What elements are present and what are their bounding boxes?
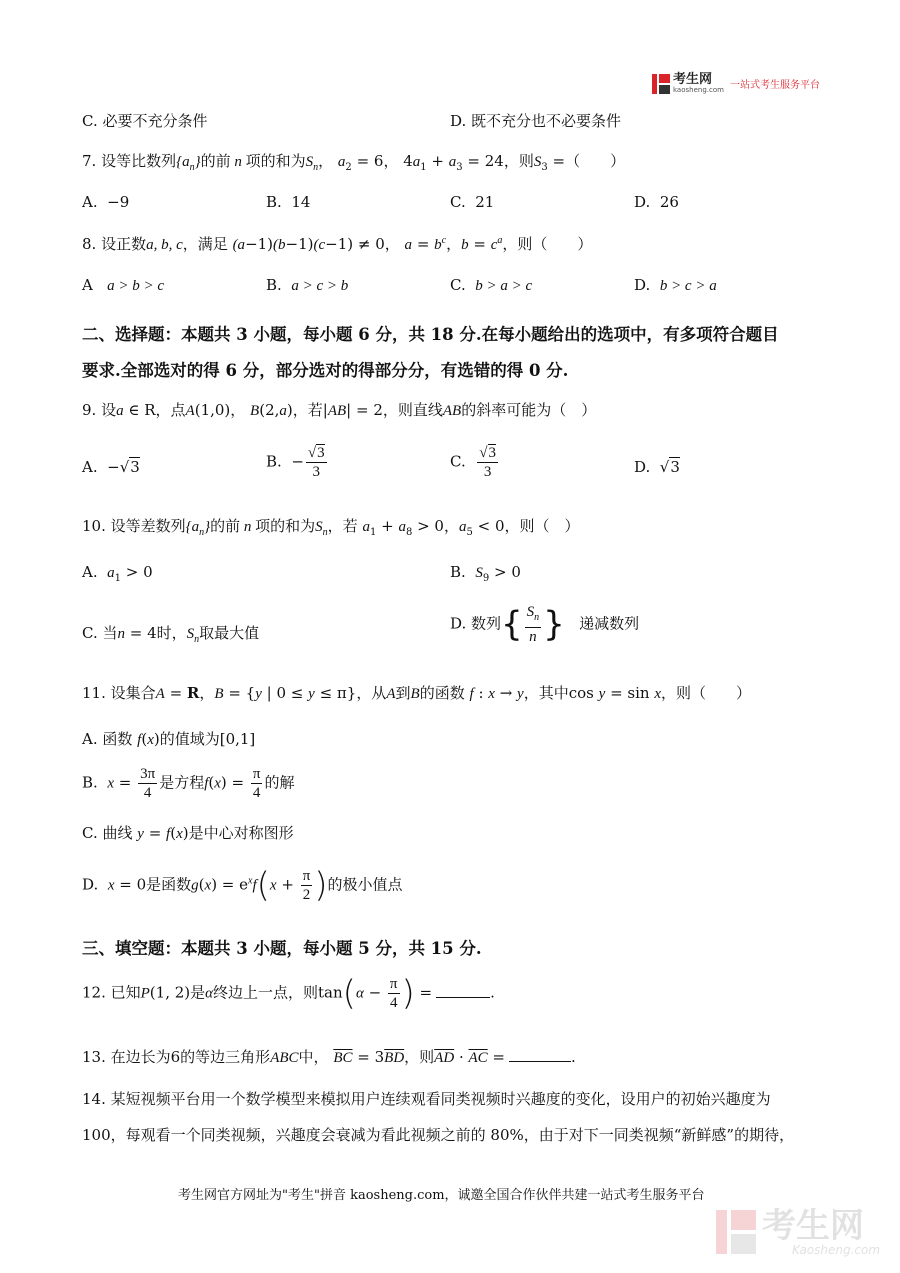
q10-option-b[interactable]: B. $S_9 > 0$ [450, 563, 521, 584]
section2-heading-line1: 二、选择题：本题共 3 小题，每小题 6 分，共 18 分.在每小题给出的选项中，有多项符合题目 [82, 325, 779, 344]
kaosheng-logo-icon [652, 74, 670, 94]
section3-heading: 三、填空题：本题共 3 小题，每小题 5 分，共 15 分. [82, 939, 482, 958]
q9-option-a[interactable]: A. −√3 [82, 458, 140, 476]
q11-stem: 11. 设集合A = R，B = {y | 0 ≤ y ≤ π}，从A到B的函数 f : x → y，其中cos y = sin x，则（ ） [82, 684, 752, 702]
q10-option-a[interactable]: A. $a_1 > 0$ [82, 563, 153, 584]
q10-stem: 10. 设等差数列$\{a_n\}$的前 n 项的和为$S_n$，若 $a_1 + a_8 > 0$，$a_5 < 0$，则（ ） [82, 517, 580, 538]
q12-answer-blank[interactable] [436, 985, 490, 998]
q7-stem: 7. 设等比数列$\{a_n\}$的前 n 项的和为$S_n$， $a_2 = 6$， $4a_1 + a_3 = 24$，则$S_3$ =（ ） [82, 152, 626, 173]
q8-option-b[interactable]: B. a > c > b [266, 276, 349, 294]
q14-line1: 14. 某短视频平台用一个数学模型来模拟用户连续观看同类视频时兴趣度的变化，设用户的初始兴趣度为 [82, 1090, 771, 1108]
watermark-name: 考生网 [762, 1206, 864, 1246]
q13-stem: 13. 在边长为6的等边三角形ABC中， $\overline{BC} = 3\overline{BD}$，则$\overline{AD} \cdot \overline{AC}$ = . [82, 1048, 576, 1066]
q11-option-c[interactable]: C. 曲线 y = f(x)是中心对称图形 [82, 824, 294, 842]
q7-option-d[interactable]: D. 26 [634, 193, 679, 211]
q9-stem: 9. 设a ∈ R，点A(1,0)， B(2,a)，若|AB| = 2，则直线AB的斜率可能为（ ） [82, 401, 597, 419]
q9-option-c[interactable]: C. $\frac{√3}{3}$ [450, 445, 496, 480]
header-logo[interactable] [652, 73, 820, 94]
footer-text: 考生网官方网址为"考生"拼音 kaosheng.com，诚邀全国合作伙伴共建一站式考生服务平台 [178, 1188, 705, 1203]
q10-option-d[interactable]: D. 数列{ $\frac{S_n}{n}$ } 递减数列 [450, 604, 640, 645]
q11-option-d[interactable]: D. x = 0是函数$g(x) = e^xf(x$ + $\frac{\pi}{2}$ )的极小值点 [82, 865, 403, 906]
section2-heading-line2: 要求.全部选对的得 6 分，部分选对的得部分分，有选错的得 0 分. [82, 361, 569, 380]
q11-option-b[interactable]: B. x = $\frac{3\pi}{4}$ 是方程f(x) = $\frac{\pi}{4}$ 的解 [82, 766, 295, 801]
q7-option-a[interactable]: A. −9 [82, 193, 130, 211]
logo-domain: kaosheng.com [673, 86, 724, 94]
q9-option-d[interactable]: D. √3 [634, 458, 680, 476]
header-slogan: 一站式考生服务平台 [729, 80, 820, 91]
q8-option-c[interactable]: C. b > a > c [450, 276, 533, 294]
q8-stem: 8. 设正数a, b, c，满足 (a−1)(b−1)(c−1) ≠ 0， $a = b^c$，$b = c^a$，则（ ） [82, 235, 593, 253]
q6-option-d: D. 既不充分也不必要条件 [450, 112, 622, 130]
q7-option-b[interactable]: B. 14 [266, 193, 311, 211]
q7-option-c[interactable]: C. 21 [450, 193, 495, 211]
q11-option-a[interactable]: A. 函数 f(x)的值域为[0,1] [82, 730, 256, 748]
q13-answer-blank[interactable] [509, 1049, 571, 1062]
q6-option-c: C. 必要不充分条件 [82, 112, 208, 130]
q9-option-b[interactable]: B. − $\frac{√3}{3}$ [266, 445, 325, 480]
q8-option-a[interactable]: A a > b > c [82, 276, 165, 294]
watermark [716, 1208, 880, 1256]
q8-option-d[interactable]: D. b > c > a [634, 276, 717, 294]
q14-line2: 100，每观看一个同类视频，兴趣度会衰减为看此视频之前的 80%，由于对下一同类视频“新鲜感”的期待， [82, 1126, 795, 1144]
watermark-logo-icon [716, 1210, 756, 1254]
q10-option-c[interactable]: C. 当n = 4时，$S_n$取最大值 [82, 624, 260, 645]
watermark-domain: Kaosheng.com [792, 1243, 881, 1257]
q12-stem: 12. 已知P(1, 2)是α终边上一点，则tan(α − $\frac{\pi}{4}$ ) = . [82, 973, 495, 1014]
logo-name: 考生网 [673, 72, 713, 87]
